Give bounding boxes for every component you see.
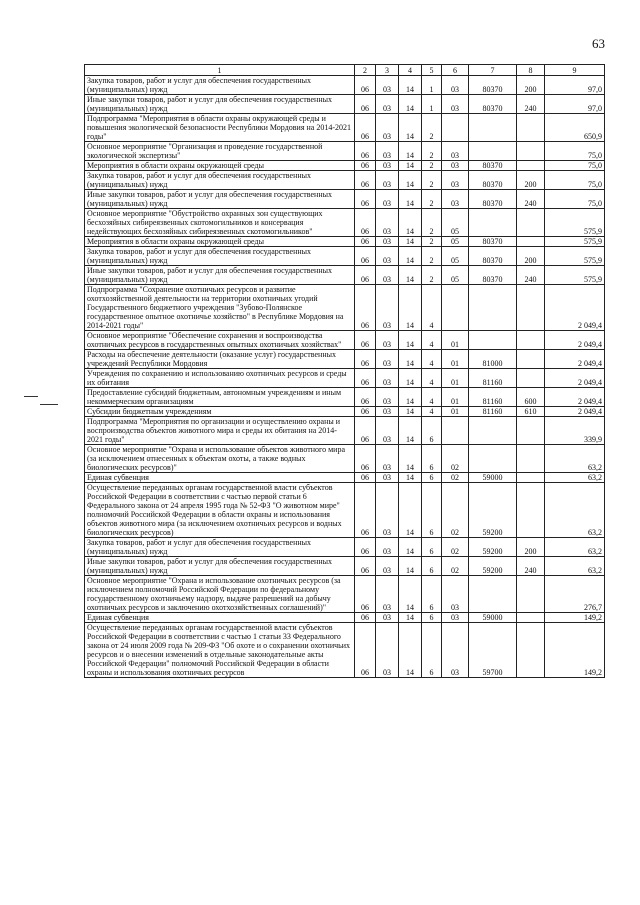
row-amount: 63,2 bbox=[545, 483, 605, 538]
code-activity: 01 bbox=[442, 331, 469, 350]
row-description: Закупка товаров, работ и услуг для обеспечения государственных (муниципальных) нужд bbox=[85, 247, 355, 266]
code-direction: 81160 bbox=[469, 407, 517, 417]
code-activity bbox=[442, 417, 469, 445]
code-direction bbox=[469, 576, 517, 613]
code-subsection: 03 bbox=[376, 285, 399, 331]
column-header: 1 bbox=[85, 65, 355, 76]
code-section: 06 bbox=[355, 285, 376, 331]
code-subsection: 03 bbox=[376, 247, 399, 266]
code-subprogram: 4 bbox=[422, 350, 442, 369]
row-description: Иные закупки товаров, работ и услуг для обеспечения государственных (муниципальных) нужд bbox=[85, 557, 355, 576]
row-amount: 2 049,4 bbox=[545, 350, 605, 369]
table-row bbox=[85, 76, 605, 95]
code-activity: 03 bbox=[442, 623, 469, 678]
code-program: 14 bbox=[399, 171, 422, 190]
code-section: 06 bbox=[355, 483, 376, 538]
row-amount: 2 049,4 bbox=[545, 331, 605, 350]
table-row bbox=[85, 247, 605, 266]
code-section: 06 bbox=[355, 473, 376, 483]
row-description: Основное мероприятие "Организация и проведение государственной экологической экспертизы" bbox=[85, 142, 355, 161]
code-program: 14 bbox=[399, 190, 422, 209]
code-subsection: 03 bbox=[376, 161, 399, 171]
margin-mark bbox=[40, 404, 58, 405]
code-direction bbox=[469, 114, 517, 142]
budget-table bbox=[84, 64, 605, 678]
code-expense-type bbox=[517, 576, 545, 613]
code-direction: 80370 bbox=[469, 237, 517, 247]
code-direction: 81000 bbox=[469, 350, 517, 369]
code-program: 14 bbox=[399, 445, 422, 473]
code-subprogram: 6 bbox=[422, 623, 442, 678]
row-amount: 75,0 bbox=[545, 142, 605, 161]
code-section: 06 bbox=[355, 95, 376, 114]
row-description: Закупка товаров, работ и услуг для обеспечения государственных (муниципальных) нужд bbox=[85, 538, 355, 557]
code-section: 06 bbox=[355, 445, 376, 473]
row-description: Иные закупки товаров, работ и услуг для обеспечения государственных (муниципальных) нужд bbox=[85, 95, 355, 114]
code-subsection: 03 bbox=[376, 171, 399, 190]
code-expense-type: 600 bbox=[517, 388, 545, 407]
code-program: 14 bbox=[399, 76, 422, 95]
code-subsection: 03 bbox=[376, 445, 399, 473]
code-section: 06 bbox=[355, 331, 376, 350]
code-subprogram: 6 bbox=[422, 483, 442, 538]
table-row bbox=[85, 369, 605, 388]
row-description: Подпрограмма "Мероприятия в области охраны окружающей среды и повышения экологической безопасности Республики Мордовия на 2014-2021 годы" bbox=[85, 114, 355, 142]
code-expense-type bbox=[517, 237, 545, 247]
row-amount: 575,9 bbox=[545, 266, 605, 285]
code-subprogram: 6 bbox=[422, 445, 442, 473]
code-direction: 59700 bbox=[469, 623, 517, 678]
column-header: 5 bbox=[422, 65, 442, 76]
code-expense-type bbox=[517, 369, 545, 388]
table-row bbox=[85, 266, 605, 285]
column-header: 6 bbox=[442, 65, 469, 76]
code-activity: 05 bbox=[442, 266, 469, 285]
code-subprogram: 4 bbox=[422, 285, 442, 331]
code-section: 06 bbox=[355, 190, 376, 209]
code-section: 06 bbox=[355, 247, 376, 266]
code-expense-type: 240 bbox=[517, 190, 545, 209]
row-amount: 2 049,4 bbox=[545, 369, 605, 388]
row-amount: 276,7 bbox=[545, 576, 605, 613]
code-program: 14 bbox=[399, 247, 422, 266]
code-subsection: 03 bbox=[376, 350, 399, 369]
table-row bbox=[85, 190, 605, 209]
code-direction bbox=[469, 417, 517, 445]
row-description: Учреждения по сохранению и использованию охотничьих ресурсов и среды их обитания bbox=[85, 369, 355, 388]
table-row bbox=[85, 388, 605, 407]
code-direction: 81160 bbox=[469, 369, 517, 388]
code-subsection: 03 bbox=[376, 114, 399, 142]
code-direction: 59200 bbox=[469, 483, 517, 538]
code-direction: 80370 bbox=[469, 95, 517, 114]
table-row bbox=[85, 623, 605, 678]
code-section: 06 bbox=[355, 576, 376, 613]
code-direction: 59200 bbox=[469, 538, 517, 557]
code-program: 14 bbox=[399, 95, 422, 114]
table-row bbox=[85, 445, 605, 473]
code-activity: 03 bbox=[442, 190, 469, 209]
code-expense-type bbox=[517, 483, 545, 538]
row-amount: 2 049,4 bbox=[545, 407, 605, 417]
table-header-row bbox=[85, 65, 605, 76]
row-description: Единая субвенция bbox=[85, 613, 355, 623]
column-header: 9 bbox=[545, 65, 605, 76]
code-direction bbox=[469, 331, 517, 350]
row-amount: 97,0 bbox=[545, 95, 605, 114]
code-expense-type: 200 bbox=[517, 76, 545, 95]
code-expense-type bbox=[517, 613, 545, 623]
page-number: 63 bbox=[592, 36, 605, 51]
row-amount: 149,2 bbox=[545, 613, 605, 623]
code-program: 14 bbox=[399, 161, 422, 171]
code-direction bbox=[469, 285, 517, 331]
code-activity: 05 bbox=[442, 209, 469, 237]
code-program: 14 bbox=[399, 388, 422, 407]
row-description: Субсидии бюджетным учреждениям bbox=[85, 407, 355, 417]
code-expense-type: 200 bbox=[517, 171, 545, 190]
table-row bbox=[85, 331, 605, 350]
code-activity: 03 bbox=[442, 95, 469, 114]
code-activity: 05 bbox=[442, 247, 469, 266]
code-direction: 81160 bbox=[469, 388, 517, 407]
margin-mark bbox=[24, 396, 38, 397]
row-amount: 575,9 bbox=[545, 237, 605, 247]
code-expense-type bbox=[517, 350, 545, 369]
row-description: Осуществление переданных органам государственной власти субъектов Российской Федерации в соответствии с частью 1 статьи 33 Федерального закона от 24 июля 2009 года № 209-ФЗ "Об охоте и о сохранении охотничьих ресурсов и о внесении изменений в отдельные законодательные акты Российской Федерации" полномочий Российской Федерации в области охраны и использования охотничьих ресурсов bbox=[85, 623, 355, 678]
table-row bbox=[85, 538, 605, 557]
table-row bbox=[85, 613, 605, 623]
code-subprogram: 2 bbox=[422, 142, 442, 161]
code-section: 06 bbox=[355, 161, 376, 171]
row-description: Основное мероприятие "Охрана и использование объектов животного мира (за исключением отнесенных к объектам охоты, а также водных биологических ресурсов)" bbox=[85, 445, 355, 473]
column-header: 3 bbox=[376, 65, 399, 76]
code-section: 06 bbox=[355, 209, 376, 237]
code-activity: 03 bbox=[442, 142, 469, 161]
row-amount: 2 049,4 bbox=[545, 285, 605, 331]
code-direction bbox=[469, 445, 517, 473]
code-program: 14 bbox=[399, 350, 422, 369]
row-amount: 575,9 bbox=[545, 209, 605, 237]
table-row bbox=[85, 407, 605, 417]
code-subprogram: 2 bbox=[422, 171, 442, 190]
row-description: Предоставление субсидий бюджетным, автономным учреждениям и иным некоммерческим организациям bbox=[85, 388, 355, 407]
table-row bbox=[85, 350, 605, 369]
code-subsection: 03 bbox=[376, 473, 399, 483]
code-expense-type: 200 bbox=[517, 247, 545, 266]
code-program: 14 bbox=[399, 483, 422, 538]
code-program: 14 bbox=[399, 266, 422, 285]
code-subprogram: 2 bbox=[422, 247, 442, 266]
row-description: Основное мероприятие "Обеспечение сохранения и воспроизводства охотничьих ресурсов в государственных опытных охотничьих хозяйствах" bbox=[85, 331, 355, 350]
code-activity: 01 bbox=[442, 369, 469, 388]
code-program: 14 bbox=[399, 613, 422, 623]
code-section: 06 bbox=[355, 623, 376, 678]
code-direction: 59000 bbox=[469, 473, 517, 483]
code-expense-type bbox=[517, 114, 545, 142]
table-row bbox=[85, 161, 605, 171]
code-subprogram: 2 bbox=[422, 190, 442, 209]
code-subsection: 03 bbox=[376, 266, 399, 285]
code-activity: 03 bbox=[442, 613, 469, 623]
code-subsection: 03 bbox=[376, 76, 399, 95]
code-subsection: 03 bbox=[376, 142, 399, 161]
code-expense-type bbox=[517, 473, 545, 483]
code-subsection: 03 bbox=[376, 623, 399, 678]
code-subprogram: 6 bbox=[422, 557, 442, 576]
row-amount: 339,9 bbox=[545, 417, 605, 445]
code-program: 14 bbox=[399, 576, 422, 613]
code-subprogram: 2 bbox=[422, 114, 442, 142]
code-section: 06 bbox=[355, 350, 376, 369]
code-subsection: 03 bbox=[376, 209, 399, 237]
code-activity: 02 bbox=[442, 483, 469, 538]
row-amount: 2 049,4 bbox=[545, 388, 605, 407]
code-subprogram: 1 bbox=[422, 76, 442, 95]
code-subsection: 03 bbox=[376, 369, 399, 388]
code-direction: 80370 bbox=[469, 190, 517, 209]
code-expense-type bbox=[517, 445, 545, 473]
code-expense-type bbox=[517, 142, 545, 161]
code-program: 14 bbox=[399, 473, 422, 483]
code-direction bbox=[469, 142, 517, 161]
code-expense-type bbox=[517, 285, 545, 331]
row-amount: 63,2 bbox=[545, 445, 605, 473]
code-subprogram: 1 bbox=[422, 95, 442, 114]
table-row bbox=[85, 237, 605, 247]
code-subsection: 03 bbox=[376, 237, 399, 247]
code-activity: 02 bbox=[442, 473, 469, 483]
code-activity: 01 bbox=[442, 388, 469, 407]
table-row bbox=[85, 95, 605, 114]
code-direction bbox=[469, 209, 517, 237]
code-direction: 80370 bbox=[469, 247, 517, 266]
code-section: 06 bbox=[355, 142, 376, 161]
code-direction: 80370 bbox=[469, 266, 517, 285]
code-program: 14 bbox=[399, 285, 422, 331]
code-activity: 01 bbox=[442, 407, 469, 417]
row-amount: 149,2 bbox=[545, 623, 605, 678]
table-row bbox=[85, 557, 605, 576]
table-row bbox=[85, 576, 605, 613]
code-subprogram: 2 bbox=[422, 209, 442, 237]
code-subprogram: 6 bbox=[422, 417, 442, 445]
row-description: Мероприятия в области охраны окружающей среды bbox=[85, 237, 355, 247]
code-activity: 03 bbox=[442, 76, 469, 95]
code-subprogram: 2 bbox=[422, 161, 442, 171]
code-activity: 02 bbox=[442, 538, 469, 557]
code-program: 14 bbox=[399, 237, 422, 247]
code-expense-type bbox=[517, 417, 545, 445]
code-activity: 05 bbox=[442, 237, 469, 247]
code-subprogram: 6 bbox=[422, 538, 442, 557]
code-program: 14 bbox=[399, 114, 422, 142]
code-expense-type: 240 bbox=[517, 95, 545, 114]
code-expense-type: 200 bbox=[517, 538, 545, 557]
code-activity: 02 bbox=[442, 445, 469, 473]
code-section: 06 bbox=[355, 407, 376, 417]
code-direction: 80370 bbox=[469, 161, 517, 171]
code-subprogram: 4 bbox=[422, 369, 442, 388]
table-row bbox=[85, 171, 605, 190]
code-expense-type: 240 bbox=[517, 557, 545, 576]
code-section: 06 bbox=[355, 369, 376, 388]
row-description: Осуществление переданных органам государственной власти субъектов Российской Федерации в соответствии с частью первой статьи 6 Федерального закона от 24 апреля 1995 года № 52-ФЗ "О животном мире" полномочий Российской Федерации в области охраны и использования объектов животного мира (за исключением охотничьих ресурсов и водных биологических ресурсов) bbox=[85, 483, 355, 538]
code-section: 06 bbox=[355, 114, 376, 142]
code-subsection: 03 bbox=[376, 190, 399, 209]
code-section: 06 bbox=[355, 76, 376, 95]
table-row bbox=[85, 285, 605, 331]
code-program: 14 bbox=[399, 538, 422, 557]
code-expense-type bbox=[517, 623, 545, 678]
row-description: Иные закупки товаров, работ и услуг для обеспечения государственных (муниципальных) нужд bbox=[85, 266, 355, 285]
code-subprogram: 4 bbox=[422, 407, 442, 417]
table-row bbox=[85, 417, 605, 445]
code-expense-type: 610 bbox=[517, 407, 545, 417]
row-description: Подпрограмма "Сохранение охотничьих ресурсов и развитие охотхозяйственной деятельности на территории охотничьих угодий Государственного бюджетного учреждения "Зубово-Полянское государственное опытное охотничье хозяйство" в Республике Мордовия на 2014-2021 годы" bbox=[85, 285, 355, 331]
code-expense-type bbox=[517, 331, 545, 350]
code-section: 06 bbox=[355, 417, 376, 445]
table-row bbox=[85, 483, 605, 538]
code-expense-type bbox=[517, 209, 545, 237]
code-section: 06 bbox=[355, 237, 376, 247]
row-description: Расходы на обеспечение деятельности (оказание услуг) государственных учреждений Республики Мордовия bbox=[85, 350, 355, 369]
row-description: Мероприятия в области охраны окружающей среды bbox=[85, 161, 355, 171]
column-header: 2 bbox=[355, 65, 376, 76]
row-description: Закупка товаров, работ и услуг для обеспечения государственных (муниципальных) нужд bbox=[85, 76, 355, 95]
code-section: 06 bbox=[355, 538, 376, 557]
code-direction: 80370 bbox=[469, 171, 517, 190]
table-row bbox=[85, 142, 605, 161]
code-program: 14 bbox=[399, 209, 422, 237]
row-description: Основное мероприятие "Обустройство охранных зон существующих бесхозяйных сибиреязвенных скотомогильников и консервация недействующих бесхозяйных сибиреязвенных скотомогильников" bbox=[85, 209, 355, 237]
code-subsection: 03 bbox=[376, 483, 399, 538]
row-amount: 75,0 bbox=[545, 171, 605, 190]
table-row bbox=[85, 209, 605, 237]
code-subsection: 03 bbox=[376, 407, 399, 417]
code-section: 06 bbox=[355, 388, 376, 407]
column-header: 8 bbox=[517, 65, 545, 76]
code-direction: 59000 bbox=[469, 613, 517, 623]
code-activity: 02 bbox=[442, 557, 469, 576]
table-row bbox=[85, 114, 605, 142]
code-activity bbox=[442, 114, 469, 142]
code-activity: 01 bbox=[442, 350, 469, 369]
code-program: 14 bbox=[399, 142, 422, 161]
row-amount: 63,2 bbox=[545, 473, 605, 483]
code-subprogram: 4 bbox=[422, 388, 442, 407]
code-subprogram: 2 bbox=[422, 266, 442, 285]
code-program: 14 bbox=[399, 417, 422, 445]
row-description: Единая субвенция bbox=[85, 473, 355, 483]
code-subsection: 03 bbox=[376, 538, 399, 557]
code-program: 14 bbox=[399, 557, 422, 576]
code-section: 06 bbox=[355, 171, 376, 190]
code-expense-type: 240 bbox=[517, 266, 545, 285]
row-amount: 97,0 bbox=[545, 76, 605, 95]
column-header: 4 bbox=[399, 65, 422, 76]
code-subsection: 03 bbox=[376, 613, 399, 623]
code-direction: 59200 bbox=[469, 557, 517, 576]
code-subprogram: 2 bbox=[422, 237, 442, 247]
row-description: Иные закупки товаров, работ и услуг для обеспечения государственных (муниципальных) нужд bbox=[85, 190, 355, 209]
row-amount: 575,9 bbox=[545, 247, 605, 266]
code-subsection: 03 bbox=[376, 95, 399, 114]
code-program: 14 bbox=[399, 369, 422, 388]
code-subsection: 03 bbox=[376, 576, 399, 613]
row-amount: 650,9 bbox=[545, 114, 605, 142]
code-program: 14 bbox=[399, 623, 422, 678]
row-amount: 63,2 bbox=[545, 557, 605, 576]
code-section: 06 bbox=[355, 557, 376, 576]
code-expense-type bbox=[517, 161, 545, 171]
row-amount: 75,0 bbox=[545, 190, 605, 209]
code-program: 14 bbox=[399, 331, 422, 350]
code-subsection: 03 bbox=[376, 557, 399, 576]
row-description: Подпрограмма "Мероприятия по организации и осуществлению охраны и воспроизводства объектов животного мира и среды их обитания на 2014-2021 годы" bbox=[85, 417, 355, 445]
row-description: Основное мероприятие "Охрана и использование охотничьих ресурсов (за исключением полномочий Российской Федерации по федеральному государственному охотничьему надзору, выдаче разрешений на добычу охотничьих ресурсов и заключению охотхозяйственных соглашений)" bbox=[85, 576, 355, 613]
code-subprogram: 6 bbox=[422, 473, 442, 483]
row-amount: 63,2 bbox=[545, 538, 605, 557]
code-activity: 03 bbox=[442, 171, 469, 190]
code-activity: 03 bbox=[442, 576, 469, 613]
column-header: 7 bbox=[469, 65, 517, 76]
row-description: Закупка товаров, работ и услуг для обеспечения государственных (муниципальных) нужд bbox=[85, 171, 355, 190]
code-direction: 80370 bbox=[469, 76, 517, 95]
code-subsection: 03 bbox=[376, 388, 399, 407]
code-program: 14 bbox=[399, 407, 422, 417]
code-section: 06 bbox=[355, 266, 376, 285]
code-subprogram: 6 bbox=[422, 613, 442, 623]
row-amount: 75,0 bbox=[545, 161, 605, 171]
code-activity bbox=[442, 285, 469, 331]
code-subprogram: 4 bbox=[422, 331, 442, 350]
table-row bbox=[85, 473, 605, 483]
code-subsection: 03 bbox=[376, 417, 399, 445]
code-activity: 03 bbox=[442, 161, 469, 171]
code-subprogram: 6 bbox=[422, 576, 442, 613]
code-section: 06 bbox=[355, 613, 376, 623]
code-subsection: 03 bbox=[376, 331, 399, 350]
